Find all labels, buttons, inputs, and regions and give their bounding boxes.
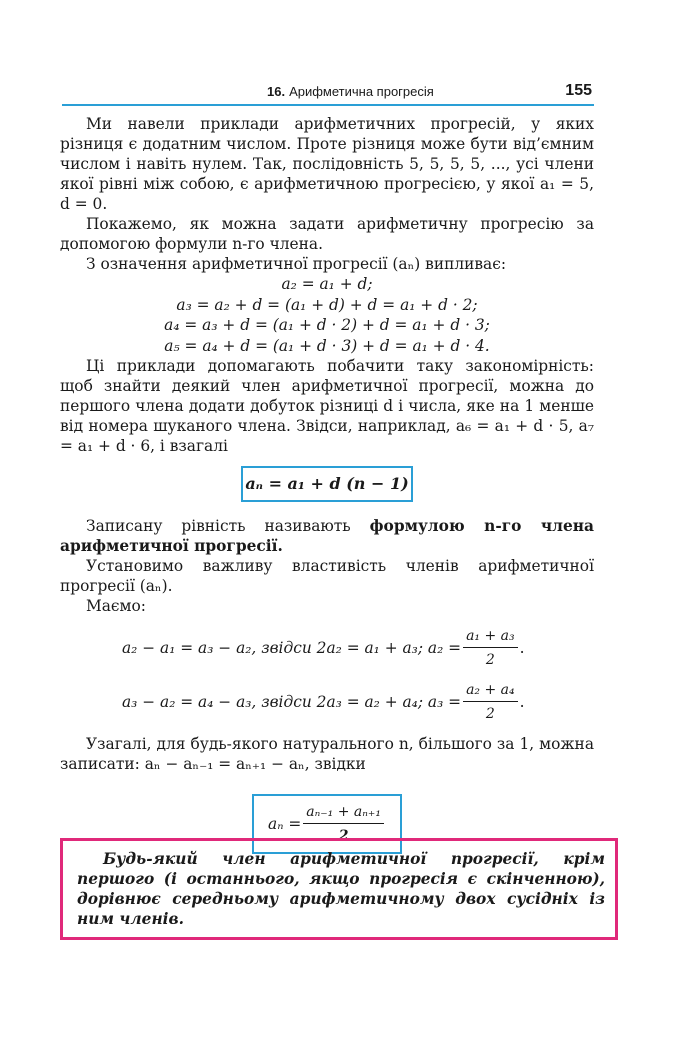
paragraph-4: Ці приклади допомагають побачити таку закономірність: щоб знайти деякий член арифметичної прогресії, можна до першого члена додати добуток різниці d і числа, яке на 1 менше від номера шуканого члена. Звідси, наприклад, a₆ = a₁ + d · 5, a₇ = a₁ + d · 6, і взагалі (60, 357, 594, 455)
paragraph-6: Установимо важливу властивість членів арифметичної прогресії (aₙ). (60, 557, 594, 595)
derivation-line-1-left: a₂ − a₁ = a₃ − a₂, звідси 2a₂ = a₁ + a₃; a₂ = (122, 639, 462, 657)
paragraph-5 (60, 516, 594, 556)
nth-term-formula: aₙ = a₁ + d (n − 1) (245, 474, 409, 493)
fraction-numerator: a₂ + a₄ (463, 680, 518, 702)
property-rule-text: Будь-який член арифметичної прогресії, крім першого (і останнього, якщо прогресія є скінченною), дорівнює середньому арифметичному двох сусідніх із ним членів. (77, 850, 605, 928)
section-title: Арифметична прогресія (289, 84, 434, 99)
fraction-denominator: 2 (338, 828, 349, 844)
section-heading (267, 84, 434, 99)
derivation-line-2-fraction (463, 680, 518, 724)
derivation-line-2-left: a₃ − a₂ = a₄ − a₃, звідси 2a₃ = a₂ + a₄; a₃ = (122, 693, 462, 711)
paragraph-7: Маємо: (86, 597, 146, 615)
header-rule (62, 104, 594, 106)
section-number: 16. (267, 84, 286, 99)
equation-a2: a₂ = a₁ + d; (281, 275, 373, 293)
derivation-line-2: a₃ − a₂ = a₄ − a₃, звідси 2a₃ = a₂ + a₄; a₃ = $\frac{\text{a₂ + a₄}}{2}$ . (122, 682, 525, 722)
fraction-denominator: 2 (485, 652, 495, 668)
page-header (62, 82, 594, 106)
paragraph-3: З означення арифметичної прогресії (aₙ) випливає: (86, 255, 507, 273)
fraction-numerator: aₙ₋₁ + aₙ₊₁ (303, 802, 384, 824)
mean-formula-left: aₙ = (268, 815, 302, 833)
paragraph-1: Ми навели приклади арифметичних прогресій, у яких різниця є додатним числом. Проте різниця може бути від’ємним числом і навіть нулем. Так, послідовність 5, 5, 5, 5, ..., усі члени якої рівні між собою, є арифметичною прогресією, у якої a₁ = 5, d = 0. (60, 115, 594, 213)
page-number: 155 (565, 82, 592, 99)
equation-a5: a₅ = a₄ + d = (a₁ + d · 3) + d = a₁ + d · 4. (164, 336, 490, 355)
equation-a3: a₃ = a₂ + d = (a₁ + d) + d = a₁ + d · 2; (176, 295, 478, 314)
fraction-denominator: 2 (485, 706, 495, 722)
property-rule-box (60, 838, 618, 940)
paragraph-5-bold: формулою n-го члена арифметичної прогресії. (60, 517, 594, 555)
fraction-numerator: a₁ + a₃ (463, 626, 518, 648)
nth-term-formula-box (241, 466, 413, 502)
page-content (60, 114, 594, 854)
paragraph-5-plain: Записану рівність називають (86, 517, 370, 535)
paragraph-2: Покажемо, як можна задати арифметичну прогресію за допомогою формули n-го члена. (60, 215, 594, 253)
equation-a4: a₄ = a₃ + d = (a₁ + d · 2) + d = a₁ + d · 3; (164, 316, 490, 334)
paragraph-8: Узагалі, для будь-якого натурального n, більшого за 1, можна записати: aₙ − aₙ₋₁ = aₙ₊₁ − aₙ, звідки (60, 735, 594, 773)
derivation-line-1-fraction (463, 626, 518, 670)
derivation-line-1: a₂ − a₁ = a₃ − a₂, звідси 2a₂ = a₁ + a₃; a₂ = $\frac{\text{a₁ + a₃}}{2}$ . (122, 628, 525, 668)
